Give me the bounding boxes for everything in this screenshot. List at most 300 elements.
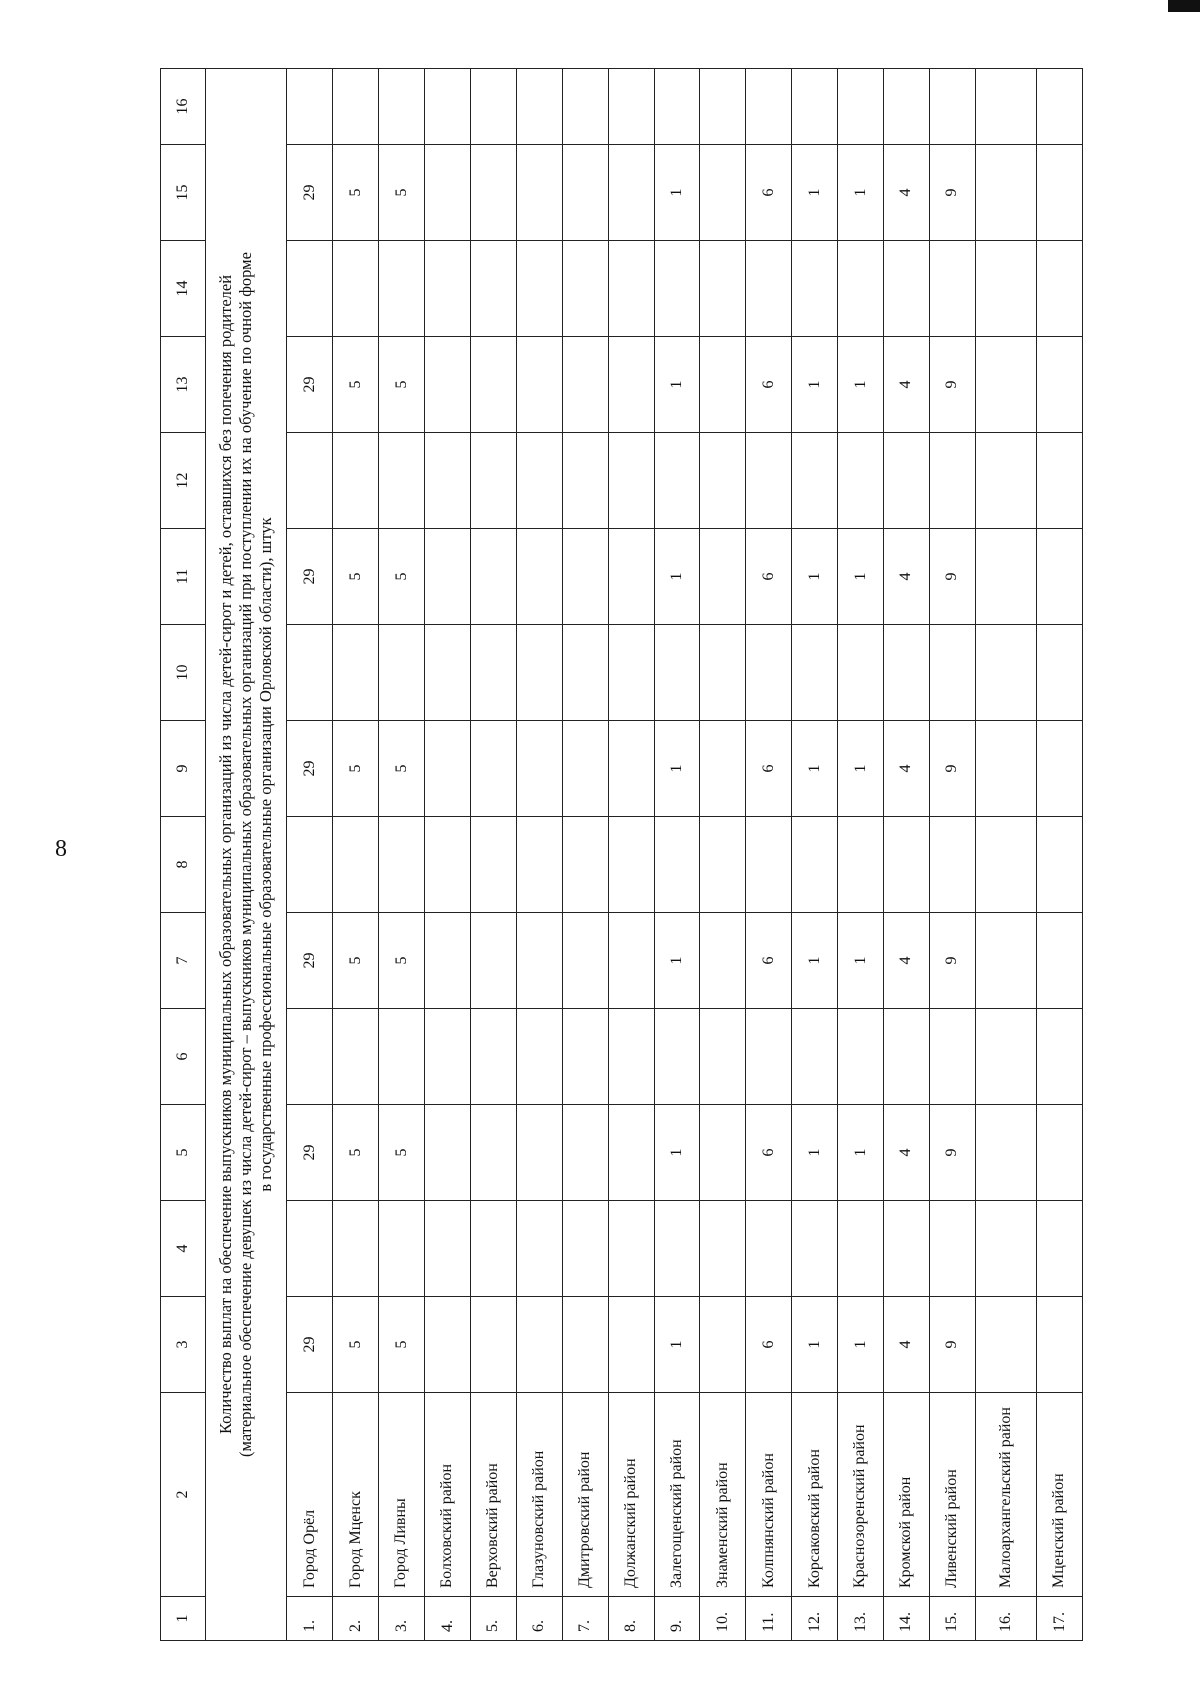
value-cell bbox=[700, 69, 746, 145]
table-row bbox=[425, 69, 471, 1641]
value-cell bbox=[379, 433, 425, 529]
column-number-cell: 9 bbox=[161, 721, 206, 817]
value-cell bbox=[746, 625, 792, 721]
municipality-name-cell: Колпнянский район bbox=[746, 1393, 792, 1597]
value-cell bbox=[287, 1009, 333, 1105]
value-cell bbox=[608, 625, 654, 721]
table-title-line: Количество выплат на обеспечение выпускников муниципальных образовательных организаций из числа детей-сирот и детей, оставшихся без попечения родителей bbox=[216, 274, 236, 1435]
value-cell bbox=[654, 817, 700, 913]
row-index-cell: 7. bbox=[562, 1597, 608, 1641]
value-cell bbox=[654, 1201, 700, 1297]
table-row bbox=[471, 69, 517, 1641]
value-cell bbox=[975, 817, 1036, 913]
value-cell bbox=[700, 1201, 746, 1297]
value-cell bbox=[516, 1105, 562, 1201]
value-cell: 1 bbox=[654, 913, 700, 1009]
value-cell: 1 bbox=[792, 529, 838, 625]
value-cell bbox=[792, 433, 838, 529]
value-cell bbox=[425, 433, 471, 529]
value-cell bbox=[838, 433, 884, 529]
row-index-cell: 12. bbox=[792, 1597, 838, 1641]
value-cell bbox=[700, 145, 746, 241]
value-cell: 1 bbox=[654, 1297, 700, 1393]
value-cell bbox=[1037, 337, 1083, 433]
value-cell bbox=[1037, 241, 1083, 337]
column-number-cell: 13 bbox=[161, 337, 206, 433]
value-cell bbox=[608, 433, 654, 529]
value-cell bbox=[333, 817, 379, 913]
value-cell bbox=[884, 69, 930, 145]
column-number-cell: 16 bbox=[161, 69, 206, 145]
value-cell bbox=[884, 625, 930, 721]
value-cell bbox=[562, 69, 608, 145]
value-cell bbox=[287, 433, 333, 529]
value-cell bbox=[425, 913, 471, 1009]
value-cell bbox=[379, 1201, 425, 1297]
value-cell bbox=[471, 433, 517, 529]
column-number-cell: 15 bbox=[161, 145, 206, 241]
value-cell bbox=[333, 1201, 379, 1297]
value-cell bbox=[929, 625, 975, 721]
value-cell bbox=[1037, 1009, 1083, 1105]
value-cell bbox=[1037, 721, 1083, 817]
value-cell: 4 bbox=[884, 1105, 930, 1201]
value-cell bbox=[333, 69, 379, 145]
value-cell bbox=[1037, 625, 1083, 721]
value-cell: 1 bbox=[654, 337, 700, 433]
value-cell bbox=[516, 721, 562, 817]
value-cell bbox=[792, 817, 838, 913]
value-cell bbox=[975, 145, 1036, 241]
value-cell bbox=[516, 337, 562, 433]
value-cell: 6 bbox=[746, 1297, 792, 1393]
municipality-name-cell: Краснозоренский район bbox=[838, 1393, 884, 1597]
value-cell bbox=[975, 1201, 1036, 1297]
value-cell bbox=[608, 1297, 654, 1393]
value-cell: 6 bbox=[746, 337, 792, 433]
value-cell bbox=[746, 1201, 792, 1297]
value-cell bbox=[287, 817, 333, 913]
column-number-cell: 1 bbox=[161, 1597, 206, 1641]
value-cell: 1 bbox=[792, 1105, 838, 1201]
value-cell: 1 bbox=[792, 145, 838, 241]
municipality-name-cell: Малоархангельский район bbox=[975, 1393, 1036, 1597]
value-cell: 9 bbox=[929, 145, 975, 241]
value-cell: 1 bbox=[654, 145, 700, 241]
value-cell bbox=[654, 1009, 700, 1105]
value-cell bbox=[516, 69, 562, 145]
value-cell: 5 bbox=[379, 721, 425, 817]
value-cell bbox=[884, 241, 930, 337]
value-cell bbox=[425, 241, 471, 337]
value-cell bbox=[700, 1297, 746, 1393]
value-cell bbox=[1037, 529, 1083, 625]
value-cell: 29 bbox=[287, 1105, 333, 1201]
value-cell bbox=[1037, 817, 1083, 913]
column-number-cell: 12 bbox=[161, 433, 206, 529]
value-cell: 29 bbox=[287, 1297, 333, 1393]
value-cell bbox=[838, 1201, 884, 1297]
value-cell bbox=[792, 1201, 838, 1297]
value-cell bbox=[700, 241, 746, 337]
value-cell bbox=[975, 1297, 1036, 1393]
value-cell: 5 bbox=[379, 529, 425, 625]
value-cell bbox=[425, 625, 471, 721]
value-cell bbox=[471, 1105, 517, 1201]
value-cell bbox=[608, 529, 654, 625]
value-cell: 6 bbox=[746, 721, 792, 817]
column-number-cell: 8 bbox=[161, 817, 206, 913]
value-cell: 1 bbox=[838, 721, 884, 817]
row-index-cell: 17. bbox=[1037, 1597, 1083, 1641]
value-cell bbox=[425, 69, 471, 145]
value-cell bbox=[700, 625, 746, 721]
value-cell bbox=[562, 145, 608, 241]
value-cell bbox=[287, 241, 333, 337]
value-cell: 4 bbox=[884, 913, 930, 1009]
value-cell bbox=[975, 241, 1036, 337]
column-number-cell: 3 bbox=[161, 1297, 206, 1393]
row-index-cell: 1. bbox=[287, 1597, 333, 1641]
row-index-cell: 13. bbox=[838, 1597, 884, 1641]
column-number-cell: 6 bbox=[161, 1009, 206, 1105]
municipality-name-cell: Город Ливны bbox=[379, 1393, 425, 1597]
municipality-name-cell: Корсаковский район bbox=[792, 1393, 838, 1597]
value-cell bbox=[516, 913, 562, 1009]
municipality-name-cell: Город Орёл bbox=[287, 1393, 333, 1597]
value-cell bbox=[287, 69, 333, 145]
value-cell: 5 bbox=[333, 529, 379, 625]
scan-corner-mark bbox=[1168, 0, 1200, 12]
value-cell bbox=[608, 241, 654, 337]
value-cell: 1 bbox=[838, 337, 884, 433]
row-index-cell: 4. bbox=[425, 1597, 471, 1641]
value-cell bbox=[792, 1009, 838, 1105]
value-cell bbox=[516, 1201, 562, 1297]
value-cell bbox=[608, 69, 654, 145]
value-cell bbox=[1037, 1105, 1083, 1201]
value-cell bbox=[425, 1105, 471, 1201]
municipality-name-cell: Кромской район bbox=[884, 1393, 930, 1597]
value-cell bbox=[608, 1105, 654, 1201]
column-number-cell: 11 bbox=[161, 529, 206, 625]
value-cell bbox=[425, 817, 471, 913]
value-cell bbox=[562, 241, 608, 337]
value-cell: 29 bbox=[287, 145, 333, 241]
value-cell bbox=[471, 721, 517, 817]
rotated-table-container bbox=[160, 85, 1083, 1641]
value-cell: 9 bbox=[929, 1105, 975, 1201]
value-cell bbox=[975, 433, 1036, 529]
column-number-cell: 14 bbox=[161, 241, 206, 337]
value-cell bbox=[471, 1201, 517, 1297]
value-cell bbox=[608, 145, 654, 241]
table-row bbox=[746, 69, 792, 1641]
value-cell: 5 bbox=[379, 1105, 425, 1201]
value-cell bbox=[333, 433, 379, 529]
value-cell bbox=[425, 529, 471, 625]
value-cell bbox=[1037, 433, 1083, 529]
row-index-cell: 6. bbox=[516, 1597, 562, 1641]
value-cell: 5 bbox=[333, 1105, 379, 1201]
value-cell bbox=[700, 1009, 746, 1105]
table-row bbox=[929, 69, 975, 1641]
municipality-name-cell: Знаменский район bbox=[700, 1393, 746, 1597]
table-row bbox=[333, 69, 379, 1641]
row-index-cell: 11. bbox=[746, 1597, 792, 1641]
value-cell bbox=[562, 1009, 608, 1105]
column-number-cell: 2 bbox=[161, 1393, 206, 1597]
value-cell bbox=[379, 817, 425, 913]
value-cell bbox=[379, 69, 425, 145]
value-cell bbox=[425, 1201, 471, 1297]
value-cell: 5 bbox=[333, 145, 379, 241]
table-title-row bbox=[205, 69, 287, 1641]
value-cell bbox=[746, 241, 792, 337]
value-cell bbox=[975, 1009, 1036, 1105]
value-cell bbox=[425, 337, 471, 433]
row-index-cell: 15. bbox=[929, 1597, 975, 1641]
value-cell bbox=[608, 1009, 654, 1105]
value-cell bbox=[929, 433, 975, 529]
value-cell bbox=[608, 913, 654, 1009]
value-cell bbox=[379, 241, 425, 337]
table-row bbox=[975, 69, 1036, 1641]
value-cell bbox=[471, 337, 517, 433]
value-cell: 1 bbox=[654, 529, 700, 625]
value-cell bbox=[562, 337, 608, 433]
value-cell bbox=[654, 69, 700, 145]
value-cell bbox=[929, 69, 975, 145]
value-cell bbox=[516, 817, 562, 913]
value-cell: 4 bbox=[884, 145, 930, 241]
value-cell bbox=[838, 1009, 884, 1105]
value-cell bbox=[562, 1297, 608, 1393]
value-cell bbox=[562, 817, 608, 913]
table-title-line: (материальное обеспечение девушек из числа детей-сирот – выпускников муниципальных образовательных организаций при поступлении их на обучение по очной форме bbox=[236, 252, 256, 1457]
value-cell: 1 bbox=[792, 913, 838, 1009]
value-cell bbox=[425, 721, 471, 817]
value-cell bbox=[746, 817, 792, 913]
value-cell: 1 bbox=[792, 721, 838, 817]
value-cell bbox=[379, 625, 425, 721]
page-number: 8 bbox=[55, 836, 67, 862]
value-cell: 6 bbox=[746, 913, 792, 1009]
municipality-name-cell: Глазуновский район bbox=[516, 1393, 562, 1597]
value-cell bbox=[1037, 145, 1083, 241]
table-row bbox=[884, 69, 930, 1641]
value-cell bbox=[562, 721, 608, 817]
value-cell bbox=[425, 145, 471, 241]
municipality-name-cell: Город Мценск bbox=[333, 1393, 379, 1597]
value-cell bbox=[700, 433, 746, 529]
municipality-name-cell: Мценский район bbox=[1037, 1393, 1083, 1597]
municipality-name-cell: Верховский район bbox=[471, 1393, 517, 1597]
value-cell bbox=[1037, 69, 1083, 145]
value-cell: 9 bbox=[929, 913, 975, 1009]
value-cell bbox=[471, 817, 517, 913]
value-cell bbox=[884, 1009, 930, 1105]
value-cell bbox=[884, 433, 930, 529]
value-cell: 29 bbox=[287, 337, 333, 433]
value-cell bbox=[471, 145, 517, 241]
value-cell bbox=[516, 625, 562, 721]
value-cell bbox=[975, 529, 1036, 625]
value-cell bbox=[929, 1009, 975, 1105]
value-cell: 6 bbox=[746, 529, 792, 625]
value-cell: 1 bbox=[838, 1297, 884, 1393]
table-row bbox=[1037, 69, 1083, 1641]
value-cell: 1 bbox=[838, 913, 884, 1009]
value-cell bbox=[471, 1009, 517, 1105]
value-cell bbox=[471, 913, 517, 1009]
value-cell bbox=[975, 625, 1036, 721]
value-cell bbox=[929, 817, 975, 913]
value-cell bbox=[838, 69, 884, 145]
value-cell bbox=[562, 433, 608, 529]
value-cell bbox=[562, 529, 608, 625]
value-cell bbox=[792, 625, 838, 721]
value-cell: 1 bbox=[838, 145, 884, 241]
payments-table bbox=[160, 68, 1083, 1641]
municipality-name-cell: Дмитровский район bbox=[562, 1393, 608, 1597]
value-cell bbox=[975, 913, 1036, 1009]
value-cell: 4 bbox=[884, 529, 930, 625]
value-cell bbox=[975, 337, 1036, 433]
row-index-cell: 3. bbox=[379, 1597, 425, 1641]
value-cell bbox=[516, 433, 562, 529]
column-number-cell: 4 bbox=[161, 1201, 206, 1297]
value-cell bbox=[471, 1297, 517, 1393]
value-cell bbox=[654, 433, 700, 529]
value-cell bbox=[884, 817, 930, 913]
value-cell: 9 bbox=[929, 337, 975, 433]
row-index-cell: 10. bbox=[700, 1597, 746, 1641]
value-cell bbox=[884, 1201, 930, 1297]
value-cell bbox=[975, 721, 1036, 817]
value-cell bbox=[1037, 1201, 1083, 1297]
value-cell bbox=[929, 241, 975, 337]
row-index-cell: 14. bbox=[884, 1597, 930, 1641]
value-cell: 6 bbox=[746, 145, 792, 241]
value-cell bbox=[333, 241, 379, 337]
row-index-cell: 16. bbox=[975, 1597, 1036, 1641]
municipality-name-cell: Залегощенский район bbox=[654, 1393, 700, 1597]
value-cell bbox=[975, 1105, 1036, 1201]
row-index-cell: 9. bbox=[654, 1597, 700, 1641]
municipality-name-cell: Болховский район bbox=[425, 1393, 471, 1597]
table-row bbox=[562, 69, 608, 1641]
value-cell bbox=[516, 1009, 562, 1105]
value-cell bbox=[516, 241, 562, 337]
table-row bbox=[516, 69, 562, 1641]
value-cell bbox=[516, 1297, 562, 1393]
value-cell: 5 bbox=[379, 913, 425, 1009]
value-cell bbox=[700, 337, 746, 433]
table-row bbox=[838, 69, 884, 1641]
value-cell bbox=[1037, 1297, 1083, 1393]
value-cell bbox=[746, 1009, 792, 1105]
value-cell: 5 bbox=[379, 145, 425, 241]
value-cell bbox=[838, 241, 884, 337]
value-cell bbox=[471, 69, 517, 145]
value-cell: 5 bbox=[333, 721, 379, 817]
value-cell bbox=[471, 529, 517, 625]
value-cell bbox=[700, 913, 746, 1009]
value-cell: 9 bbox=[929, 1297, 975, 1393]
value-cell bbox=[792, 241, 838, 337]
column-number-cell: 7 bbox=[161, 913, 206, 1009]
value-cell bbox=[471, 625, 517, 721]
value-cell bbox=[608, 721, 654, 817]
value-cell bbox=[425, 1009, 471, 1105]
value-cell: 29 bbox=[287, 529, 333, 625]
table-row bbox=[608, 69, 654, 1641]
value-cell bbox=[425, 1297, 471, 1393]
value-cell bbox=[516, 529, 562, 625]
value-cell bbox=[746, 69, 792, 145]
value-cell bbox=[379, 1009, 425, 1105]
value-cell: 1 bbox=[654, 721, 700, 817]
value-cell: 29 bbox=[287, 721, 333, 817]
value-cell: 4 bbox=[884, 721, 930, 817]
value-cell bbox=[333, 1009, 379, 1105]
value-cell: 9 bbox=[929, 721, 975, 817]
table-row bbox=[654, 69, 700, 1641]
value-cell bbox=[516, 145, 562, 241]
value-cell bbox=[471, 241, 517, 337]
value-cell: 29 bbox=[287, 913, 333, 1009]
row-index-cell: 8. bbox=[608, 1597, 654, 1641]
value-cell: 5 bbox=[379, 1297, 425, 1393]
table-row bbox=[700, 69, 746, 1641]
value-cell: 1 bbox=[838, 529, 884, 625]
municipality-name-cell: Ливенский район bbox=[929, 1393, 975, 1597]
value-cell: 5 bbox=[333, 337, 379, 433]
value-cell: 4 bbox=[884, 1297, 930, 1393]
value-cell bbox=[700, 817, 746, 913]
value-cell bbox=[562, 1105, 608, 1201]
table-title-line: в государственные профессиональные образовательные организации Орловской области), штук bbox=[256, 517, 276, 1192]
table-row bbox=[287, 69, 333, 1641]
row-index-cell: 5. bbox=[471, 1597, 517, 1641]
value-cell: 5 bbox=[379, 337, 425, 433]
table-row bbox=[792, 69, 838, 1641]
value-cell: 4 bbox=[884, 337, 930, 433]
value-cell: 1 bbox=[838, 1105, 884, 1201]
row-index-cell: 2. bbox=[333, 1597, 379, 1641]
value-cell bbox=[838, 817, 884, 913]
value-cell bbox=[562, 913, 608, 1009]
value-cell bbox=[929, 1201, 975, 1297]
value-cell bbox=[562, 625, 608, 721]
value-cell: 1 bbox=[792, 1297, 838, 1393]
value-cell bbox=[287, 625, 333, 721]
value-cell bbox=[746, 433, 792, 529]
value-cell bbox=[792, 69, 838, 145]
value-cell bbox=[700, 1105, 746, 1201]
value-cell bbox=[562, 1201, 608, 1297]
value-cell bbox=[608, 817, 654, 913]
value-cell bbox=[700, 721, 746, 817]
value-cell: 9 bbox=[929, 529, 975, 625]
municipality-name-cell: Должанский район bbox=[608, 1393, 654, 1597]
value-cell bbox=[838, 625, 884, 721]
table-title bbox=[205, 69, 287, 1641]
value-cell bbox=[654, 241, 700, 337]
value-cell bbox=[975, 69, 1036, 145]
value-cell bbox=[1037, 913, 1083, 1009]
